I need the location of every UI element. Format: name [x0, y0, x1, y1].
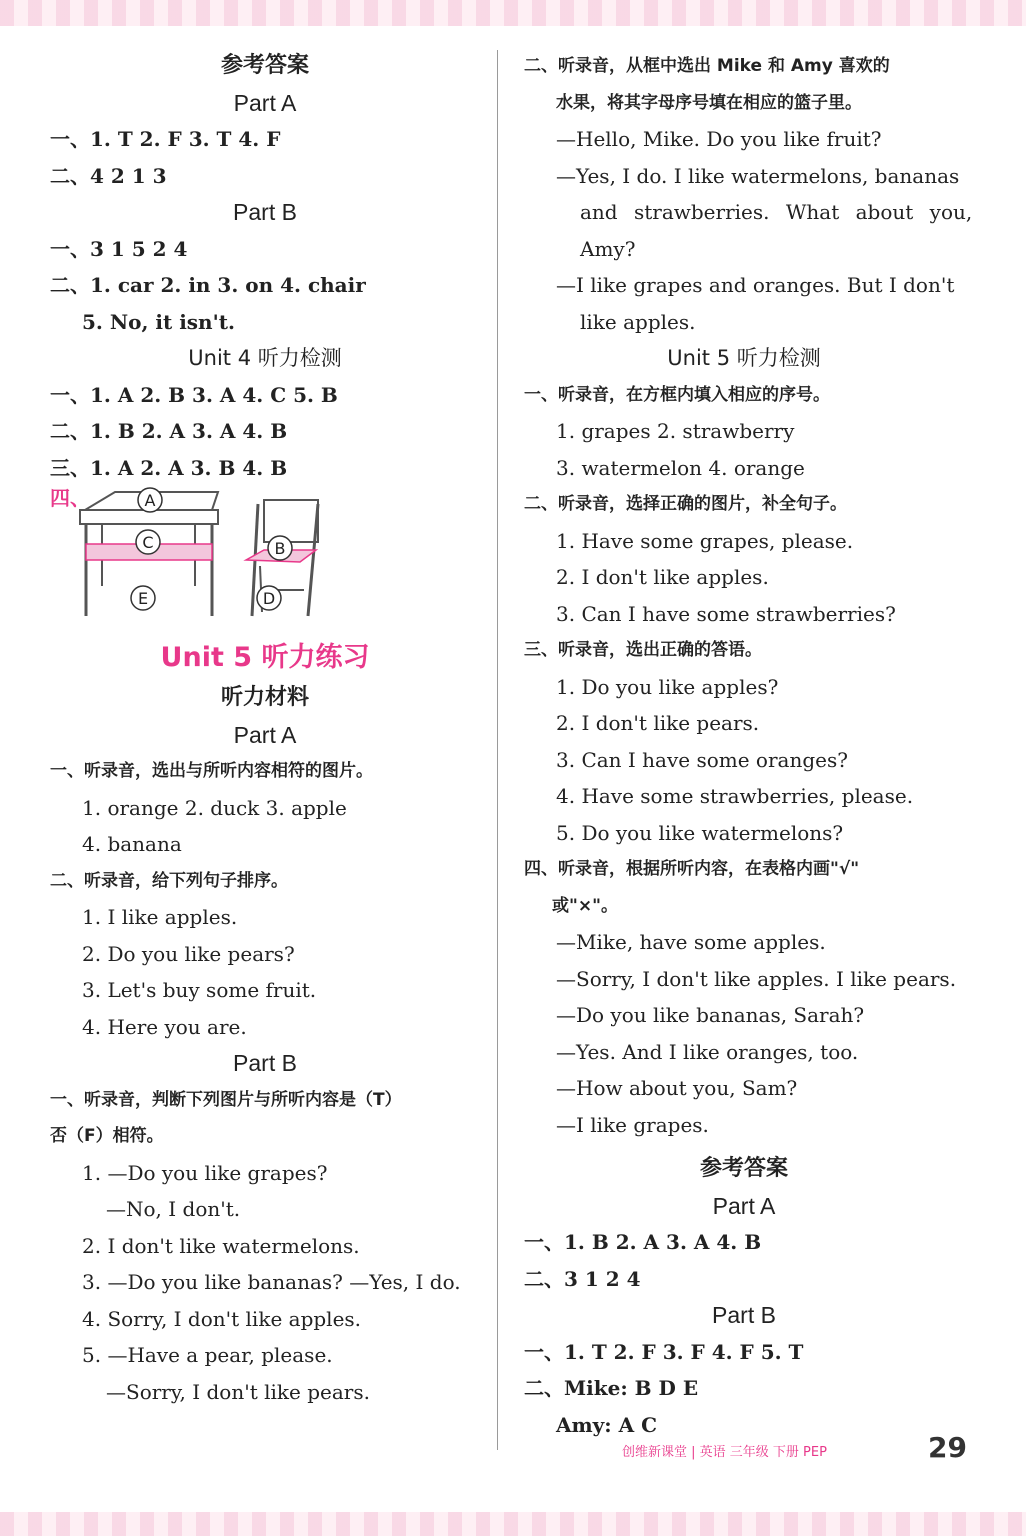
- answer-line: 一、1. T 2. F 3. F 4. F 5. T: [524, 1339, 804, 1364]
- script-line: 1. I like apples.: [82, 905, 238, 929]
- script-line: 2. Do you like pears?: [82, 941, 295, 966]
- script-line: —How about you, Sam?: [556, 1076, 798, 1100]
- question-heading: 水果，将其字母序号填在相应的篮子里。: [556, 92, 862, 113]
- script-line: 4. Sorry, I don't like apples.: [82, 1306, 362, 1331]
- part-b-heading: Part B: [233, 199, 297, 225]
- part-a-heading: Part A: [233, 89, 297, 116]
- page-number: 29: [928, 1431, 967, 1464]
- label-b: B: [274, 539, 286, 558]
- question-heading: 二、听录音，从框中选出 Mike 和 Amy 喜欢的: [524, 56, 890, 76]
- label-c: C: [142, 533, 154, 552]
- script-line: 3. Let's buy some fruit.: [82, 978, 317, 1002]
- script-line: 3. Can I have some oranges?: [556, 747, 848, 772]
- unit4-test-heading: Unit 4 听力检测: [188, 346, 342, 370]
- answer-line: 二、Mike: B D E: [524, 1376, 699, 1400]
- label-e: E: [137, 589, 149, 608]
- script-line: and strawberries. What about you,: [580, 200, 973, 224]
- script-line: 2. I don't like pears.: [556, 711, 760, 735]
- script-line: 1. Have some grapes, please.: [556, 528, 854, 553]
- left-column: [50, 48, 480, 1410]
- unit5-practice-heading: Unit 5 听力练习: [160, 642, 370, 673]
- question-heading: 二、听录音，选择正确的图片，补全句子。: [524, 494, 847, 514]
- script-line: 3. —Do you like bananas? —Yes, I do.: [82, 1270, 461, 1294]
- question-heading: 二、听录音，给下列句子排序。: [50, 870, 288, 891]
- script-line: 3. Can I have some strawberries?: [556, 601, 896, 626]
- script-line: 3. watermelon 4. orange: [556, 455, 805, 480]
- script-line: 1. grapes 2. strawberry: [556, 419, 795, 443]
- answer-heading: 参考答案: [699, 1156, 788, 1181]
- furniture-diagram: [50, 486, 480, 626]
- script-line: —No, I don't.: [106, 1197, 241, 1221]
- listening-material-heading: 听力材料: [220, 685, 309, 710]
- answer-line: 一、3 1 5 2 4: [50, 236, 188, 261]
- script-line: —I like grapes and oranges. But I don't: [556, 273, 955, 297]
- script-line: 1. —Do you like grapes?: [82, 1160, 328, 1185]
- question-heading: 否（F）相符。: [50, 1126, 164, 1146]
- part-a-heading: Part A: [712, 1192, 776, 1219]
- answer-line: 二、1. B 2. A 3. A 4. B: [50, 419, 288, 443]
- part-b-heading: Part B: [712, 1302, 776, 1328]
- script-line: Amy?: [580, 236, 636, 261]
- script-line: 4. banana: [82, 832, 182, 856]
- script-line: 2. I don't like apples.: [556, 565, 769, 589]
- script-line: —Hello, Mike. Do you like fruit?: [556, 127, 882, 151]
- script-line: —Mike, have some apples.: [556, 930, 826, 954]
- script-line: 5. Do you like watermelons?: [556, 820, 844, 845]
- question-heading: 一、听录音，选出与所听内容相符的图片。: [50, 761, 373, 781]
- part-a-heading: Part A: [233, 721, 297, 748]
- book-footer: 创维新课堂 | 英语 三年级 下册 PEP: [622, 1445, 827, 1460]
- top-decorative-border: [0, 0, 1026, 26]
- column-divider: [497, 50, 498, 1450]
- script-line: —Sorry, I don't like pears.: [106, 1379, 370, 1404]
- answer-line: 一、1. A 2. B 3. A 4. C 5. B: [50, 382, 338, 407]
- answer-line: 二、4 2 1 3: [50, 163, 167, 188]
- script-line: 4. Have some strawberries, please.: [556, 784, 914, 808]
- label-d: D: [262, 589, 276, 608]
- script-line: 2. I don't like watermelons.: [82, 1233, 360, 1258]
- answer-line: 二、3 1 2 4: [524, 1266, 641, 1291]
- script-line: —Sorry, I don't like apples. I like pears.: [556, 966, 957, 991]
- answer-line: 一、1. T 2. F 3. T 4. F: [50, 127, 281, 151]
- script-line: 1. Do you like apples?: [556, 674, 779, 699]
- question-heading: 三、听录音，选出正确的答语。: [524, 640, 762, 660]
- script-line: —Yes, I do. I like watermelons, bananas: [556, 163, 960, 188]
- question-heading: 四、听录音，根据所听内容，在表格内画"√": [524, 859, 860, 879]
- label-a: A: [144, 491, 156, 510]
- script-line: —Do you like bananas, Sarah?: [556, 1003, 865, 1027]
- script-line: like apples.: [580, 309, 696, 334]
- unit5-test-heading: Unit 5 听力检测: [667, 346, 821, 370]
- answer-line: Amy: A C: [556, 1412, 658, 1437]
- answer-line: 一、1. B 2. A 3. A 4. B: [524, 1230, 762, 1254]
- answer-line: 三、1. A 2. A 3. B 4. B: [50, 455, 288, 480]
- script-line: 5. —Have a pear, please.: [82, 1343, 333, 1367]
- table-chair-illustration: [50, 486, 350, 626]
- part-b-heading: Part B: [233, 1050, 297, 1076]
- script-line: —Yes. And I like oranges, too.: [556, 1039, 859, 1064]
- script-line: —I like grapes.: [556, 1112, 709, 1137]
- question-heading: 一、听录音，在方框内填入相应的序号。: [524, 384, 830, 405]
- right-column: [524, 48, 973, 1443]
- answer-line: 5. No, it isn't.: [82, 309, 235, 334]
- bottom-decorative-border: [0, 1512, 1026, 1536]
- script-line: 1. orange 2. duck 3. apple: [82, 795, 347, 820]
- question-heading: 一、听录音，判断下列图片与所听内容是（T）: [50, 1089, 402, 1110]
- answer-heading: 参考答案: [220, 53, 309, 78]
- answer-line: 二、1. car 2. in 3. on 4. chair: [50, 273, 366, 297]
- question-heading: 或"×"。: [552, 895, 618, 916]
- script-line: 4. Here you are.: [82, 1014, 247, 1039]
- diagram-label: 四、: [50, 486, 90, 510]
